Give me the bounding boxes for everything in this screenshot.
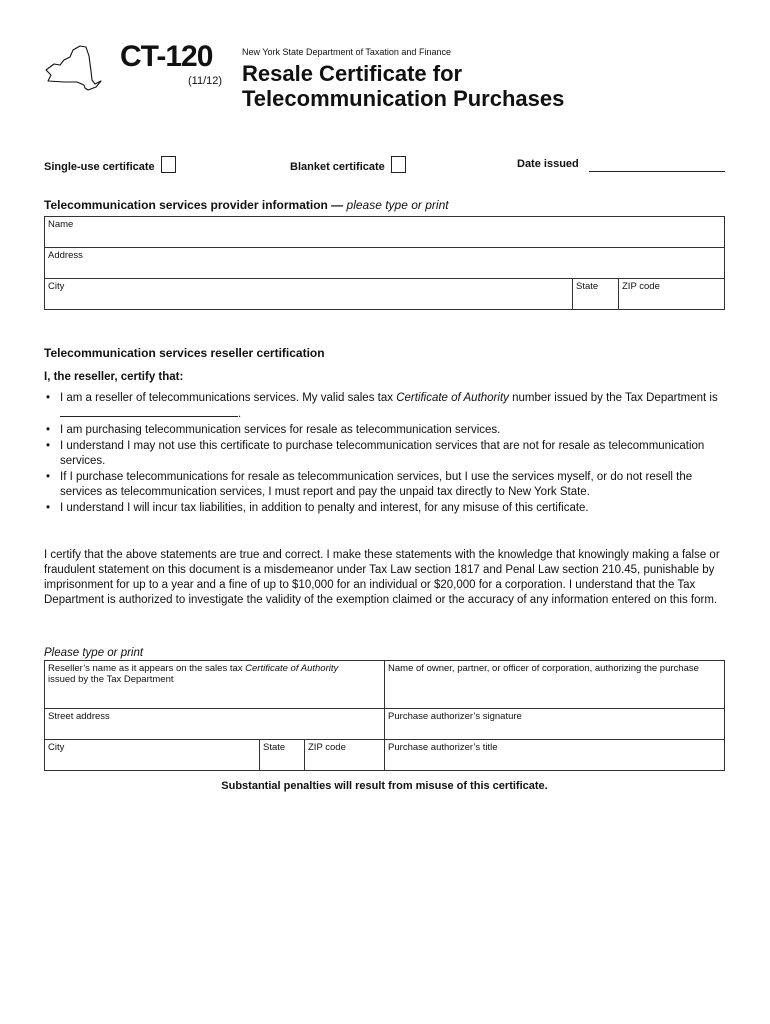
reseller-heading: Telecommunication services reseller certification (44, 346, 325, 360)
street-address-field[interactable] (45, 709, 385, 740)
owner-name-label: Name of owner, partner, or officer of corporation, authorizing the purchase (388, 663, 699, 674)
provider-heading-text: Telecommunication services provider information — (44, 198, 344, 212)
certification-list (44, 391, 729, 517)
provider-state-label: State (576, 281, 599, 292)
reseller-table (44, 660, 725, 771)
certification-statement: I certify that the above statements are true and correct. I make these statements with the knowledge that knowingly making a false or fraudulent statement on this document is a misdemeanor under Tax Law section 1817 and Penal Law section 210.45, punishable by imprisonment for up to a year and a fine of up to $10,000 for an individual or $20,000 for a corporation. I understand that the Tax Department is authorized to investigate the validity of the exemption claimed or the accuracy of any information entered on this form. (44, 549, 720, 606)
reseller-zip-field[interactable] (305, 740, 385, 771)
reseller-name-label-a: Reseller’s name as it appears on the sales tax (48, 663, 246, 674)
signature-hint: Please type or print (44, 647, 144, 659)
provider-table (44, 216, 725, 310)
single-use-label: Single-use certificate (44, 161, 155, 173)
bullet4-text: If I purchase telecommunications for resale as telecommunication services, but I use the services myself, or do not resell the services as telecommunication services, I must report and pay the unpaid tax directly to New York State. (60, 471, 693, 498)
form-title (242, 61, 564, 111)
authorizer-signature-label: Purchase authorizer’s signature (388, 711, 522, 722)
date-issued-field[interactable] (589, 171, 725, 172)
provider-name-field[interactable] (45, 217, 725, 248)
date-issued-label: Date issued (517, 158, 579, 170)
reseller-name-field[interactable] (45, 661, 385, 709)
new-york-state-outline-icon (44, 44, 104, 96)
certificate-of-authority-number-field[interactable] (60, 406, 238, 417)
certify-intro: I, the reseller, certify that: (44, 371, 184, 383)
provider-zip-label: ZIP code (622, 281, 660, 292)
authorizer-title-field[interactable] (385, 740, 725, 771)
bullet5-text: I understand I will incur tax liabilities, in addition to penalty and interest, for any misuse of this certificate. (60, 502, 589, 514)
list-item (44, 423, 729, 438)
blanket-option (290, 156, 406, 173)
provider-city-field[interactable] (45, 279, 573, 310)
reseller-zip-label: ZIP code (308, 742, 346, 753)
form-revision: (11/12) (188, 75, 223, 87)
provider-address-label: Address (48, 250, 83, 261)
department-name: New York State Department of Taxation and Finance (242, 47, 451, 57)
blanket-checkbox[interactable] (391, 156, 406, 173)
list-item (44, 501, 729, 516)
list-item (44, 439, 729, 469)
form-number: CT-120 (120, 40, 213, 73)
provider-name-label: Name (48, 219, 74, 230)
form-title-line2: Telecommunication Purchases (242, 86, 565, 111)
single-use-checkbox[interactable] (161, 156, 176, 173)
owner-name-field[interactable] (385, 661, 725, 709)
bullet1-end: . (238, 408, 242, 420)
provider-state-field[interactable] (573, 279, 619, 310)
provider-address-field[interactable] (45, 248, 725, 279)
reseller-name-label-italic: Certificate of Authority (245, 663, 339, 674)
reseller-state-label: State (263, 742, 286, 753)
provider-city-label: City (48, 281, 65, 292)
street-address-label: Street address (48, 711, 110, 722)
provider-zip-field[interactable] (619, 279, 725, 310)
provider-heading (44, 198, 449, 212)
blanket-label: Blanket certificate (290, 161, 385, 173)
reseller-city-label: City (48, 742, 65, 753)
single-use-option (44, 156, 176, 173)
penalty-notice: Substantial penalties will result from misuse of this certificate. (221, 780, 548, 792)
form-title-line1: Resale Certificate for (242, 61, 463, 86)
reseller-city-field[interactable] (45, 740, 260, 771)
provider-heading-hint: please type or print (346, 198, 449, 212)
reseller-state-field[interactable] (260, 740, 305, 771)
bullet2-text: I am purchasing telecommunication services for resale as telecommunication services. (60, 424, 501, 436)
bullet3-text: I understand I may not use this certificate to purchase telecommunication services that are not for resale as telecommunication services. (60, 440, 705, 467)
list-item (44, 470, 729, 500)
authorizer-signature-field[interactable] (385, 709, 725, 740)
bullet1-text-b: number issued by the Tax Department is (508, 392, 718, 404)
bullet1-text-a: I am a reseller of telecommunications services. My valid sales tax (60, 392, 397, 404)
authorizer-title-label: Purchase authorizer’s title (388, 742, 498, 753)
reseller-name-label-b: issued by the Tax Department (48, 674, 174, 685)
list-item (44, 391, 729, 422)
bullet1-italic: Certificate of Authority (396, 392, 509, 404)
